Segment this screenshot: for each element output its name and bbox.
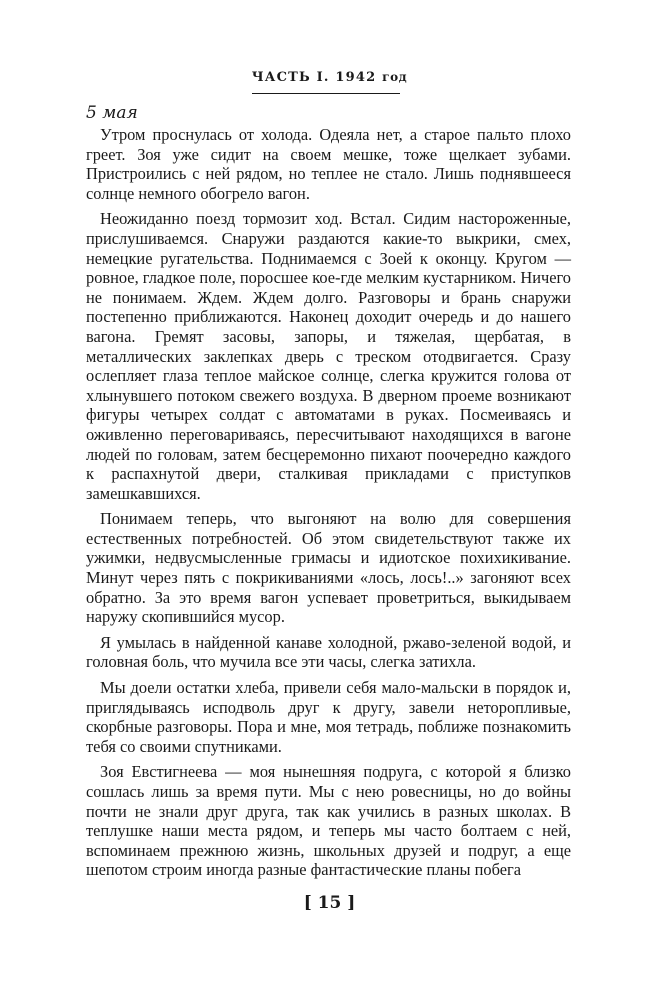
page-number: [ 15 ] bbox=[303, 893, 356, 913]
diary-date-heading: 5 мая bbox=[86, 103, 138, 123]
running-head-rule bbox=[252, 93, 400, 94]
paragraph-6: Зоя Евстигнеева — моя нынешняя подруга, с которой я близко сошлась лишь за время пути. Мы с нею ровесницы, но до войны почти не знали друг друга, так как учились в разных школах. В теплушке наши места рядом, и теперь мы часто болтаем с ней, вспоминаем прежнюю жизнь, школьных друзей и подруг, а еще шепотом строим иногда разные фантастические планы побега bbox=[86, 762, 571, 880]
paragraph-4: Я умылась в найденной канаве холодной, ржаво-зеленой водой, и головная боль, что мучила все эти часы, слегка затихла. bbox=[86, 632, 571, 672]
paragraph-3: Понимаем теперь, что выгоняют на волю для совершения естественных потребностей. Об этом свидетельствуют также их ужимки, недвусмысленные гримасы и идиотское похихикивание. Минут через пять с покрикиваниями «лось, лось!..» загоняют всех обратно. За это время вагон успевает проветриться, выкидываем наружу скопившийся мусор. bbox=[86, 509, 571, 627]
body-text bbox=[86, 102, 571, 880]
paragraph-1: Утром проснулась от холода. Одеяла нет, а старое пальто плохо греет. Зоя уже сидит на своем мешке, тоже щелкает зубами. Пристроились с ней рядом, но теплее не стало. Лишь поднявшееся солнце немного обогрело вагон. bbox=[86, 125, 571, 203]
running-head-part: ЧАСТЬ I. 1942 bbox=[251, 70, 377, 85]
paragraph-5: Мы доели остатки хлеба, привели себя мало-мальски в порядок и, приглядываясь исподволь друг к другу, завели неторопливые, скорбные разговоры. Пора и мне, моя тетрадь, поближе познакомить тебя со своими спутниками. bbox=[86, 678, 571, 756]
paragraph-2: Неожиданно поезд тормозит ход. Встал. Сидим настороженные, прислушиваемся. Снаружи раздаются какие-то выкрики, смех, немецкие ругательства. Поднимаемся с Зоей к оконцу. Кругом — ровное, гладкое поле, поросшее кое-где мелким кустарником. Ничего не понимаем. Ждем. Ждем долго. Разговоры и брань снаружи постепенно приближаются. Наконец доходит очередь и до нашего вагона. Гремят засовы, запоры, и тяжелая, щербатая, в металлических заклепках дверь с треском отодвигается. Сразу ослепляет глаза теплое майское солнце, слегка кружится голова от хлынувшего потоком свежего воздуха. В дверном проеме возникают фигуры четырех солдат с автоматами в руках. Посмеиваясь и оживленно переговариваясь, пересчитывают находящихся в вагоне людей по головам, затем бесцеремонно пихают поочередно каждого к распахнутой двери, сталкивая прикладами с приступков замешкавшихся. bbox=[86, 209, 571, 503]
running-head-year-word: год bbox=[382, 70, 408, 84]
running-head bbox=[0, 70, 659, 85]
